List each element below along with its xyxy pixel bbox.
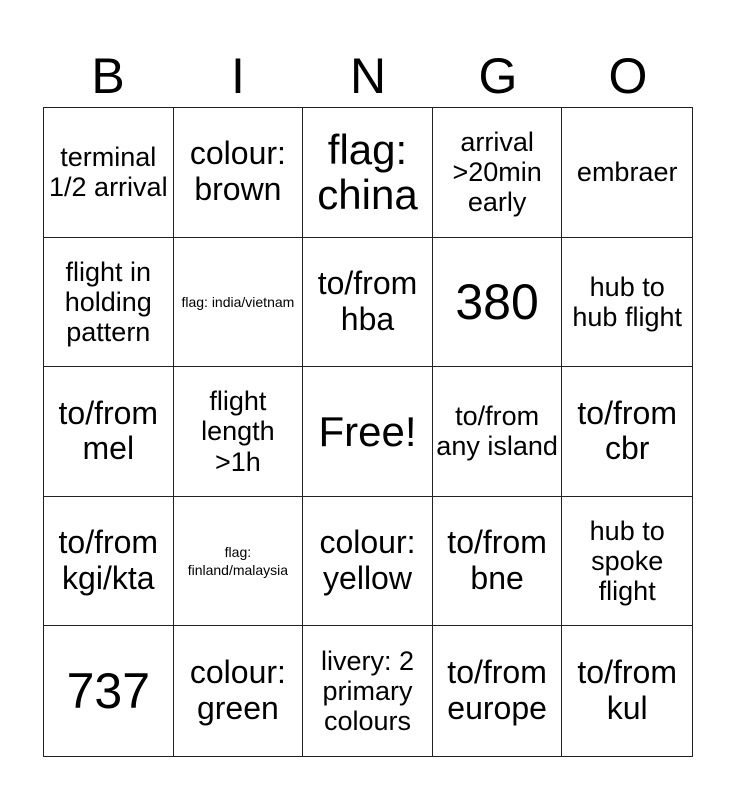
header-letter-n: N [349, 48, 387, 104]
bingo-cell-r5c4[interactable] [433, 626, 563, 756]
header-letter-g: G [478, 48, 518, 104]
cell-text: terminal 1/2 arrival [49, 142, 168, 203]
cell-text: flight length >1h [201, 386, 275, 477]
bingo-cell-r2c5[interactable] [562, 238, 692, 368]
cell-text: 380 [455, 273, 539, 330]
bingo-cell-r1c1[interactable] [44, 108, 174, 238]
cell-text: 737 [66, 663, 151, 720]
cell-text: hub to spoke flight [589, 515, 665, 607]
cell-text: to/from hba [317, 265, 418, 337]
cell-text: flight in holding pattern [64, 256, 152, 347]
cell-text: flag: india/vietnam [181, 293, 295, 310]
bingo-cell-free[interactable] [303, 367, 433, 497]
cell-text: flag: china [317, 125, 418, 219]
cell-text: to/from kul [577, 654, 677, 727]
bingo-cell-r4c5[interactable] [562, 497, 692, 627]
bingo-cell-r2c3[interactable] [303, 238, 433, 368]
bingo-cell-r4c2[interactable] [174, 497, 304, 627]
bingo-cell-r5c3[interactable] [303, 626, 433, 756]
cell-text: to/from bne [447, 524, 547, 597]
cell-text: colour: green [189, 654, 286, 727]
cell-text: to/from kgi/kta [58, 524, 159, 597]
bingo-cell-r3c5[interactable] [562, 367, 692, 497]
header-letter-b: B [91, 48, 125, 104]
cell-text: colour: brown [189, 135, 286, 208]
bingo-cell-r1c4[interactable] [433, 108, 563, 238]
cell-text: to/from cbr [577, 394, 677, 467]
cell-text: colour: yellow [319, 524, 416, 597]
bingo-cell-r1c2[interactable] [174, 108, 304, 238]
cell-text: to/from mel [58, 394, 159, 467]
bingo-cell-r2c4[interactable] [433, 238, 563, 368]
cell-text: to/from europe [447, 654, 547, 727]
bingo-card [43, 107, 693, 757]
bingo-cell-r4c4[interactable] [433, 497, 563, 627]
bingo-cell-r5c2[interactable] [174, 626, 304, 756]
cell-text: hub to hub flight [572, 271, 682, 332]
cell-text: arrival >20min early [452, 126, 542, 218]
bingo-cell-r2c2[interactable] [174, 238, 304, 368]
bingo-cell-r4c1[interactable] [44, 497, 174, 627]
header-letter-i: I [231, 48, 245, 104]
bingo-cell-r5c1[interactable] [44, 626, 174, 756]
bingo-cell-r5c5[interactable] [562, 626, 692, 756]
bingo-header [43, 48, 693, 104]
free-space-text: Free! [318, 407, 417, 455]
bingo-cell-r3c1[interactable] [44, 367, 174, 497]
header-letter-o: O [608, 48, 648, 104]
cell-text: livery: 2 primary colours [320, 645, 414, 737]
bingo-cell-r1c3[interactable] [303, 108, 433, 238]
cell-text: flag: finland/malaysia [187, 543, 289, 579]
bingo-cell-r4c3[interactable] [303, 497, 433, 627]
bingo-cell-r2c1[interactable] [44, 238, 174, 368]
bingo-cell-r3c4[interactable] [433, 367, 563, 497]
cell-text: to/from any island [436, 401, 558, 462]
bingo-cell-r1c5[interactable] [562, 108, 692, 238]
cell-text: embraer [576, 157, 678, 188]
bingo-cell-r3c2[interactable] [174, 367, 304, 497]
